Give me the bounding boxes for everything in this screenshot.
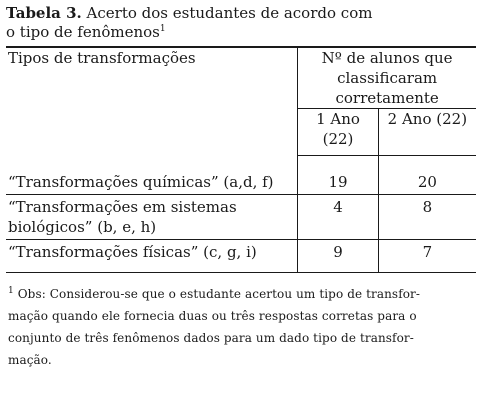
table-footnote <box>6 283 476 371</box>
sub-header-year1 <box>298 109 378 156</box>
row-value-year1: 4 <box>298 195 378 240</box>
caption-text-line1: Acerto dos estudantes de acordo com <box>81 4 373 22</box>
row-value-year1: 19 <box>298 170 378 195</box>
sub-header-year1-line1: 1 Ano <box>316 110 360 128</box>
group-header-line2: classificaram <box>337 69 438 87</box>
spacer-row <box>6 156 476 171</box>
sub-header-year2 <box>378 109 476 156</box>
row-name-line1: “Transformações em sistemas <box>8 198 237 216</box>
row-name-line1: “Transformações químicas” (a,d, f) <box>8 173 274 191</box>
table-row <box>6 240 476 273</box>
row-name <box>6 170 298 195</box>
group-header-students <box>298 47 476 109</box>
footnote-line3: conjunto de três fenômenos dados para um dado tipo de transfor- <box>8 331 414 345</box>
caption-footnote-mark: 1 <box>159 24 166 34</box>
row-name-line1: “Transformações físicas” (c, g, i) <box>8 243 257 261</box>
table-caption <box>6 4 476 42</box>
row-name <box>6 240 298 273</box>
group-header-line3: corretamente <box>335 89 439 107</box>
caption-text-line2: o tipo de fenômenos <box>6 23 160 41</box>
row-name-line2: biológicos” (b, e, h) <box>8 218 157 236</box>
caption-label: Tabela 3. <box>6 4 82 22</box>
results-table <box>6 46 476 273</box>
sub-header-year1-line2: (22) <box>322 130 354 148</box>
row-value-year2: 7 <box>422 243 433 261</box>
footnote-mark: 1 <box>8 286 14 296</box>
row-name <box>6 195 298 240</box>
table-row <box>6 195 476 240</box>
col-header-types-label: Tipos de transformações <box>8 49 196 67</box>
footnote-line1: Obs: Considerou-se que o estudante acertou um tipo de transfor- <box>13 287 421 301</box>
row-value-year2: 8 <box>378 195 476 240</box>
header-row-1 <box>6 47 476 109</box>
table-row <box>6 170 476 195</box>
group-header-line1: Nº de alunos que <box>321 49 453 67</box>
row-value-year1: 9 <box>298 240 378 273</box>
footnote-line4: mação. <box>8 353 52 367</box>
footnote-line2: mação quando ele fornecia duas ou três respostas corretas para o <box>8 309 417 323</box>
table-figure <box>6 4 476 371</box>
col-header-types <box>6 47 298 156</box>
sub-header-year2-label: 2 Ano (22) <box>387 110 468 128</box>
row-value-year2: 20 <box>378 170 476 195</box>
